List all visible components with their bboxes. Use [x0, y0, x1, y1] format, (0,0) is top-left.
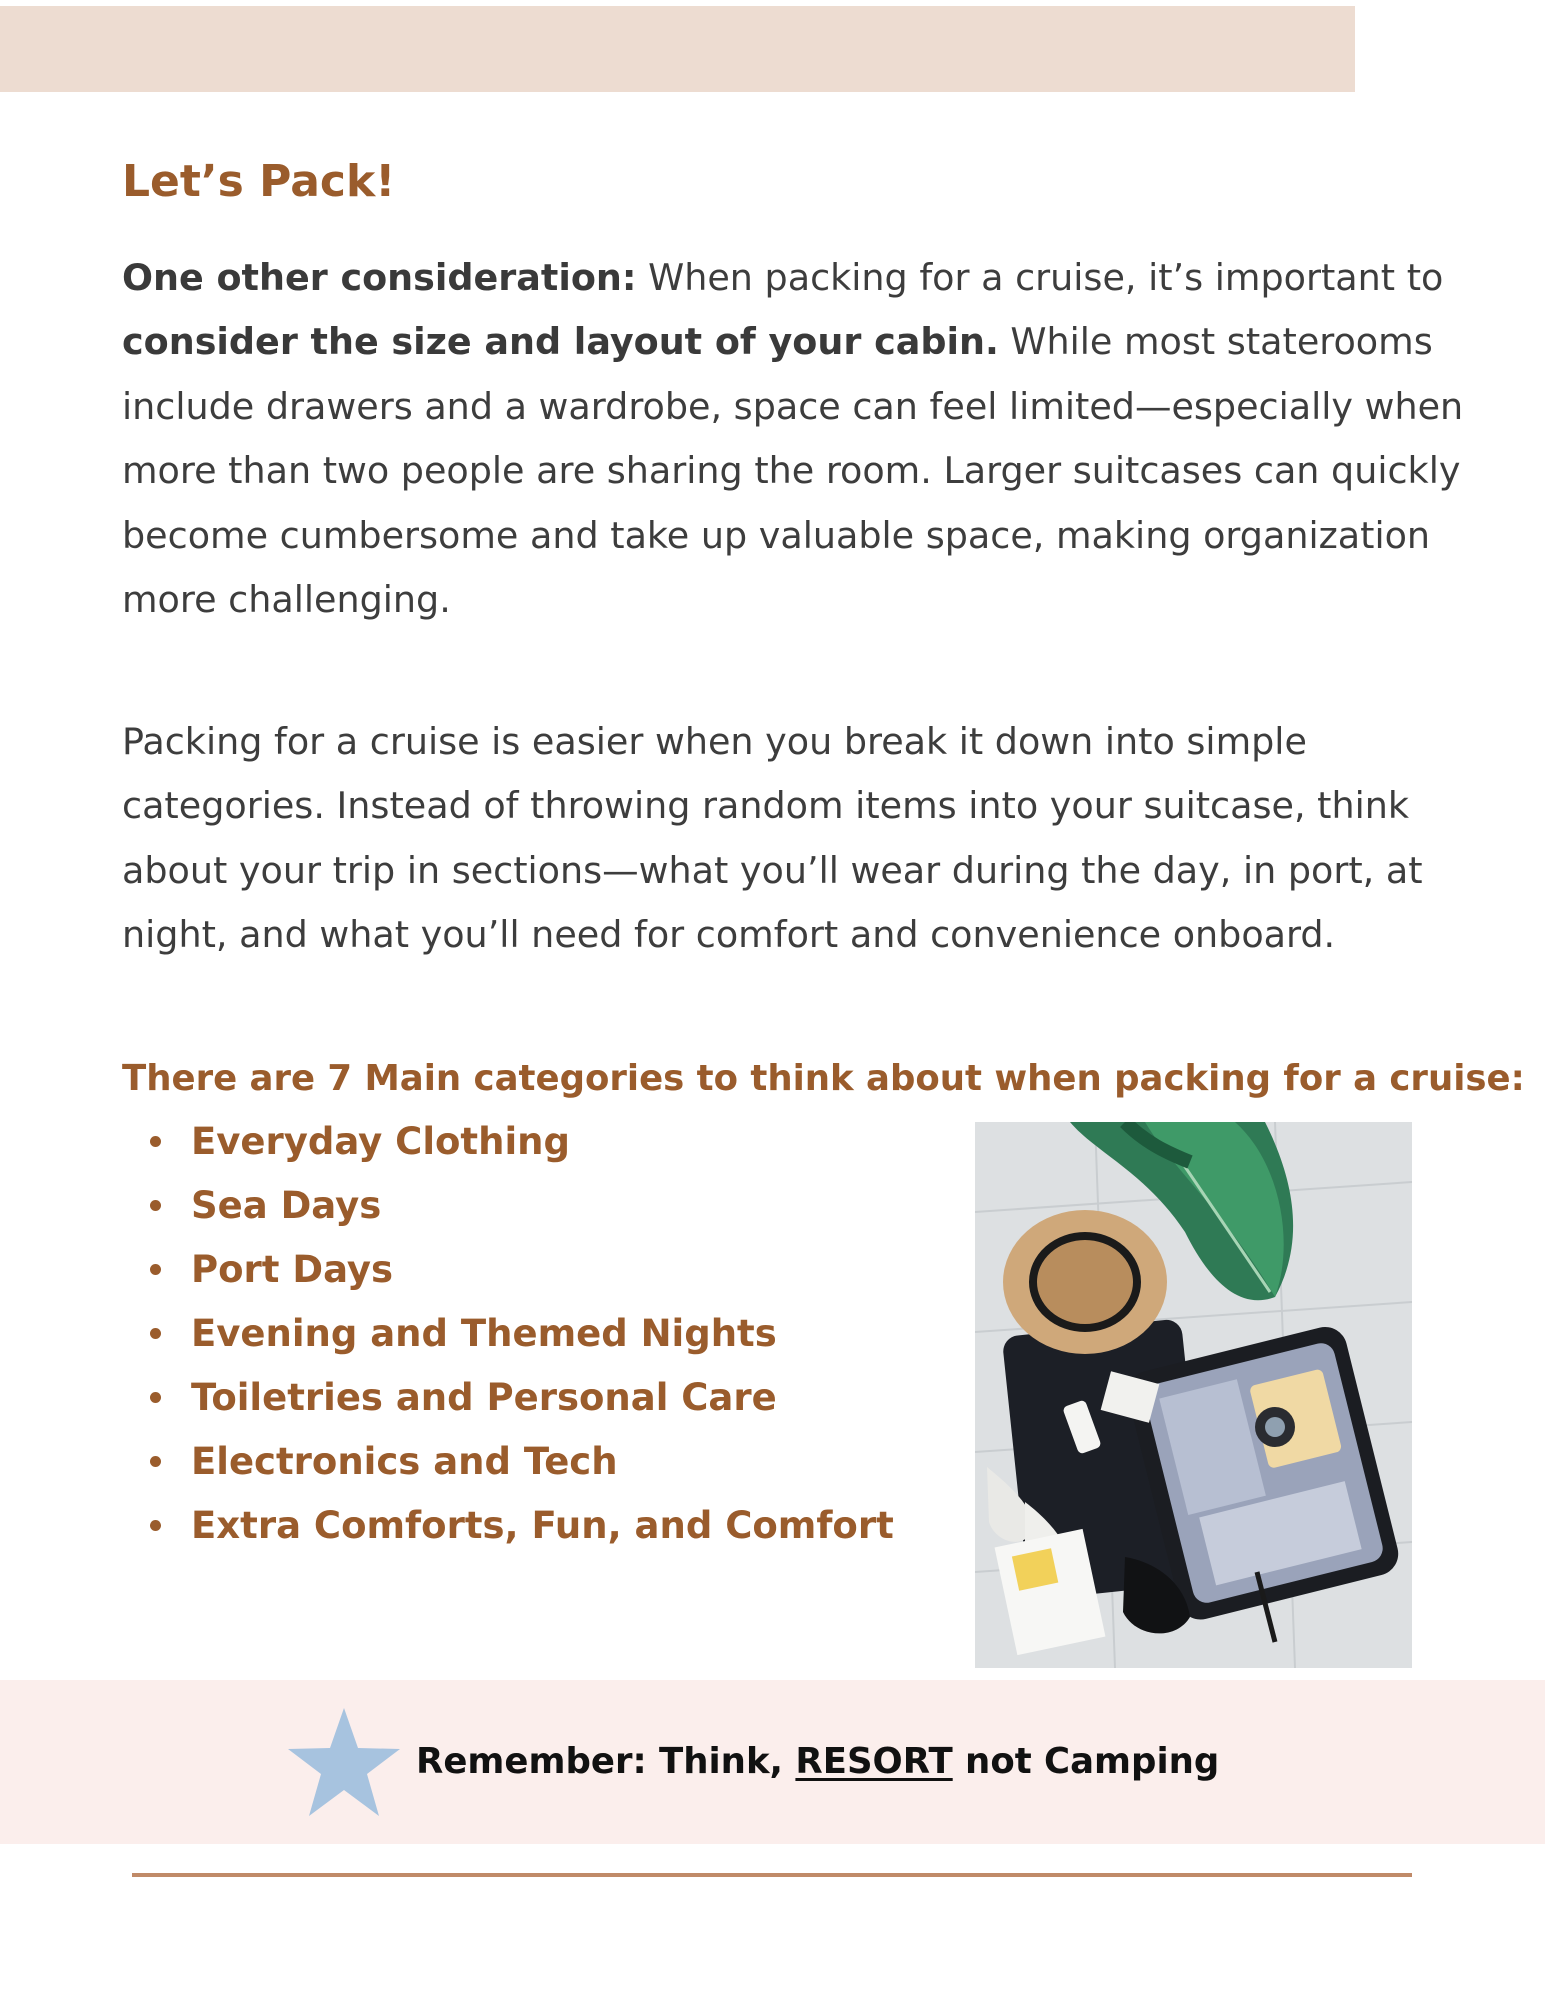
bullet-icon	[150, 1328, 161, 1339]
category-item	[150, 1498, 894, 1562]
reminder-prefix: Remember: Think,	[416, 1741, 796, 1782]
category-label: Extra Comforts, Fun, and Comfort	[191, 1504, 894, 1547]
categories-heading: There are 7 Main categories to think about when packing for a cruise:	[122, 1058, 1525, 1099]
category-item	[150, 1178, 894, 1242]
bullet-icon	[150, 1264, 161, 1275]
star-icon	[286, 1706, 402, 1818]
categories-intro-paragraph: Packing for a cruise is easier when you break it down into simple categories. Instead of throwing random items into your suitcase, think about your trip in sections—what you’ll wear during the day, in port, at night, and what you’ll need for comfort and convenience onboard.	[122, 720, 1423, 957]
category-list	[150, 1114, 894, 1562]
category-item	[150, 1370, 894, 1434]
header-band	[0, 6, 1355, 92]
category-item	[150, 1434, 894, 1498]
category-label: Electronics and Tech	[191, 1440, 618, 1483]
category-label: Evening and Themed Nights	[191, 1312, 777, 1355]
suitcase-illustration	[975, 1122, 1412, 1668]
footer-divider	[132, 1873, 1412, 1877]
category-item	[150, 1306, 894, 1370]
category-label: Port Days	[191, 1248, 394, 1291]
consideration-text-a: When packing for a cruise, it’s important to	[636, 256, 1444, 299]
bullet-icon	[150, 1200, 161, 1211]
category-label: Toiletries and Personal Care	[191, 1376, 777, 1419]
consideration-paragraph	[122, 246, 1492, 632]
consideration-emphasis: consider the size and layout of your cabin.	[122, 320, 999, 364]
bullet-icon	[150, 1392, 161, 1403]
reminder-text	[416, 1734, 1219, 1790]
category-item	[150, 1114, 894, 1178]
page-title: Let’s Pack!	[122, 156, 396, 207]
category-label: Everyday Clothing	[191, 1120, 570, 1163]
consideration-text-b: While most staterooms include drawers and a wardrobe, space can feel limited—especially when more than two people are sharing the room. Larger suitcases can quickly become cumbersome and take up valuable space, making organization more challenging.	[122, 320, 1464, 622]
category-item	[150, 1242, 894, 1306]
bullet-icon	[150, 1520, 161, 1531]
consideration-lead: One other consideration:	[122, 256, 637, 299]
packed-suitcase-photo	[975, 1122, 1412, 1668]
bullet-icon	[150, 1456, 161, 1467]
reminder-suffix: not Camping	[952, 1741, 1220, 1782]
reminder-emphasis: RESORT	[795, 1741, 953, 1782]
bullet-icon	[150, 1136, 161, 1147]
category-label: Sea Days	[191, 1184, 382, 1227]
